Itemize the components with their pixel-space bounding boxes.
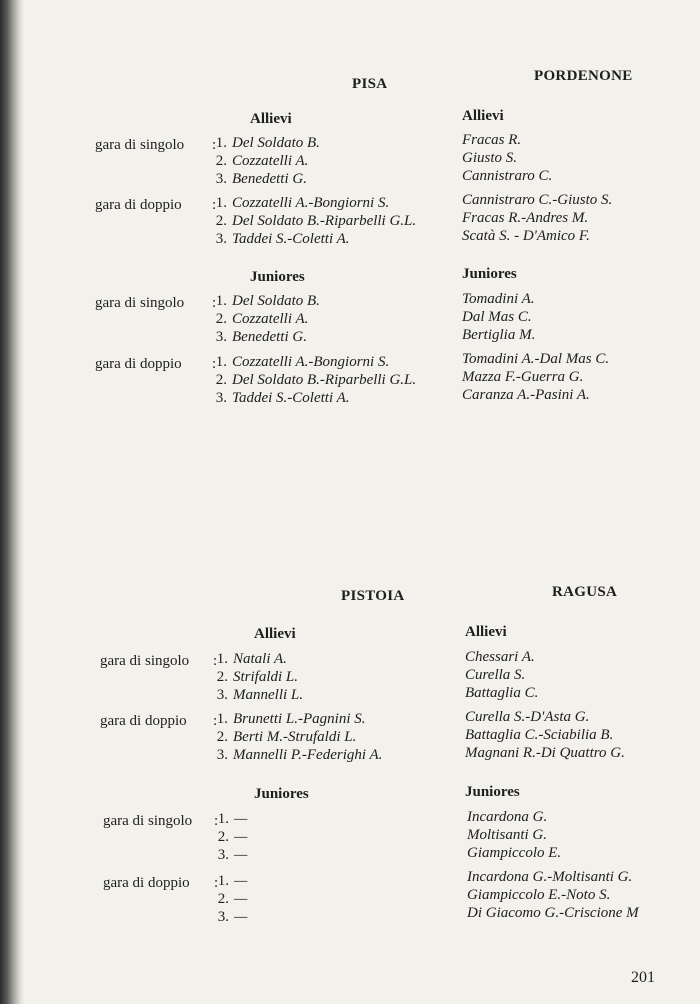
colon: : [214,875,219,891]
list-item: Scatà S. - D'Amico F. [462,228,590,244]
results-list-pordenone-allievi-doppio [462,191,612,245]
event-label-doppio: gara di doppio [95,197,182,213]
category-juniores-ragusa: Juniores [465,784,520,800]
results-list-pistoia-juniores-doppio [207,872,247,926]
list-item: Battaglia C.-Sciabilia B. [465,727,614,743]
list-item: 2. Strifaldi L. [216,669,299,685]
city-heading-pistoia: PISTOIA [341,588,405,604]
list-item: Giusto S. [462,150,518,166]
results-list-pisa-juniores-doppio [205,353,416,407]
list-item: 2. Del Soldato B.-Riparbelli G.L. [215,372,417,388]
list-item: Cannistraro C.-Giusto S. [462,192,613,208]
colon: : [212,137,217,153]
results-list-pordenone-juniores-singolo [462,290,535,344]
list-item: Magnani R.-Di Quattro G. [465,745,625,761]
list-item: 3. — [217,847,248,863]
results-list-pisa-allievi-doppio [205,194,416,248]
category-juniores-pistoia: Juniores [254,786,309,802]
category-allievi-pistoia: Allievi [254,626,296,642]
results-list-pistoia-juniores-singolo [207,810,247,864]
results-list-pordenone-juniores-doppio [462,350,609,404]
city-heading-pordenone: PORDENONE [534,68,633,84]
list-item: 3. Taddei S.-Coletti A. [215,231,350,247]
list-item: 1. Del Soldato B. [215,135,320,151]
event-label-singolo: gara di singolo [95,295,185,311]
results-list-pistoia-allievi-singolo [206,650,303,704]
list-item: Incardona G. [467,809,548,825]
category-allievi-pordenone: Allievi [462,108,504,124]
list-item: 1. Brunetti L.-Pagnini S. [216,711,366,727]
list-item: 1. Cozzatelli A.-Bongiorni S. [215,195,390,211]
book-spine-shadow [0,0,24,1004]
list-item: Giampiccolo E.-Noto S. [467,887,611,903]
list-item: Tomadini A. [462,291,535,307]
list-item: 1. Natali A. [216,651,287,667]
event-label-doppio: gara di doppio [100,713,187,729]
list-item: Chessari A. [465,649,535,665]
list-item: 1. — [217,811,248,827]
event-label-singolo: gara di singolo [100,653,190,669]
list-item: 2. — [217,829,248,845]
colon: : [213,653,218,669]
list-item: 2. — [217,891,248,907]
category-juniores-pisa: Juniores [250,269,305,285]
results-list-pistoia-allievi-doppio [206,710,382,764]
colon: : [213,713,218,729]
city-heading-pisa: PISA [352,76,388,92]
results-list-ragusa-juniores-doppio [467,868,639,922]
list-item: Incardona G.-Moltisanti G. [467,869,633,885]
list-item: Cannistraro C. [462,168,553,184]
list-item: 3. Taddei S.-Coletti A. [215,390,350,406]
list-item: 3. Mannelli P.-Federighi A. [216,747,383,763]
list-item: Tomadini A.-Dal Mas C. [462,351,610,367]
city-heading-ragusa: RAGUSA [552,584,618,600]
list-item: Fracas R. [462,132,522,148]
list-item: Curella S. [465,667,526,683]
list-item: Giampiccolo E. [467,845,562,861]
list-item: 1. Cozzatelli A.-Bongiorni S. [215,354,390,370]
list-item: 1. — [217,873,248,889]
list-item: Fracas R.-Andres M. [462,210,589,226]
list-item: 2. Berti M.-Strufaldi L. [216,729,357,745]
category-juniores-pordenone: Juniores [462,266,517,282]
list-item: 3. Mannelli L. [216,687,303,703]
list-item: Curella S.-D'Asta G. [465,709,590,725]
colon: : [212,197,217,213]
colon: : [214,813,219,829]
list-item: 2. Del Soldato B.-Riparbelli G.L. [215,213,417,229]
event-label-doppio: gara di doppio [95,356,182,372]
list-item: 2. Cozzatelli A. [215,153,309,169]
results-list-ragusa-allievi-doppio [465,708,625,762]
results-list-ragusa-allievi-singolo [465,648,538,702]
list-item: 1. Del Soldato B. [215,293,320,309]
list-item: Bertiglia M. [462,327,536,343]
list-item: 3. — [217,909,248,925]
list-item: 3. Benedetti G. [215,171,307,187]
list-item: Caranza A.-Pasini A. [462,387,590,403]
list-item: Dal Mas C. [462,309,532,325]
event-label-singolo: gara di singolo [95,137,185,153]
event-label-doppio: gara di doppio [103,875,190,891]
colon: : [212,295,217,311]
results-list-ragusa-juniores-singolo [467,808,561,862]
results-list-pisa-juniores-singolo [205,292,320,346]
list-item: Battaglia C. [465,685,539,701]
page-number: 201 [631,969,655,986]
category-allievi-ragusa: Allievi [465,624,507,640]
list-item: Moltisanti G. [467,827,548,843]
list-item: 3. Benedetti G. [215,329,307,345]
category-allievi-pisa: Allievi [250,111,292,127]
list-item: Mazza F.-Guerra G. [462,369,584,385]
colon: : [212,356,217,372]
event-label-singolo: gara di singolo [103,813,193,829]
list-item: 2. Cozzatelli A. [215,311,309,327]
results-list-pisa-allievi-singolo [205,134,320,188]
results-list-pordenone-allievi-singolo [462,131,552,185]
list-item: Di Giacomo G.-Criscione M [467,905,639,921]
